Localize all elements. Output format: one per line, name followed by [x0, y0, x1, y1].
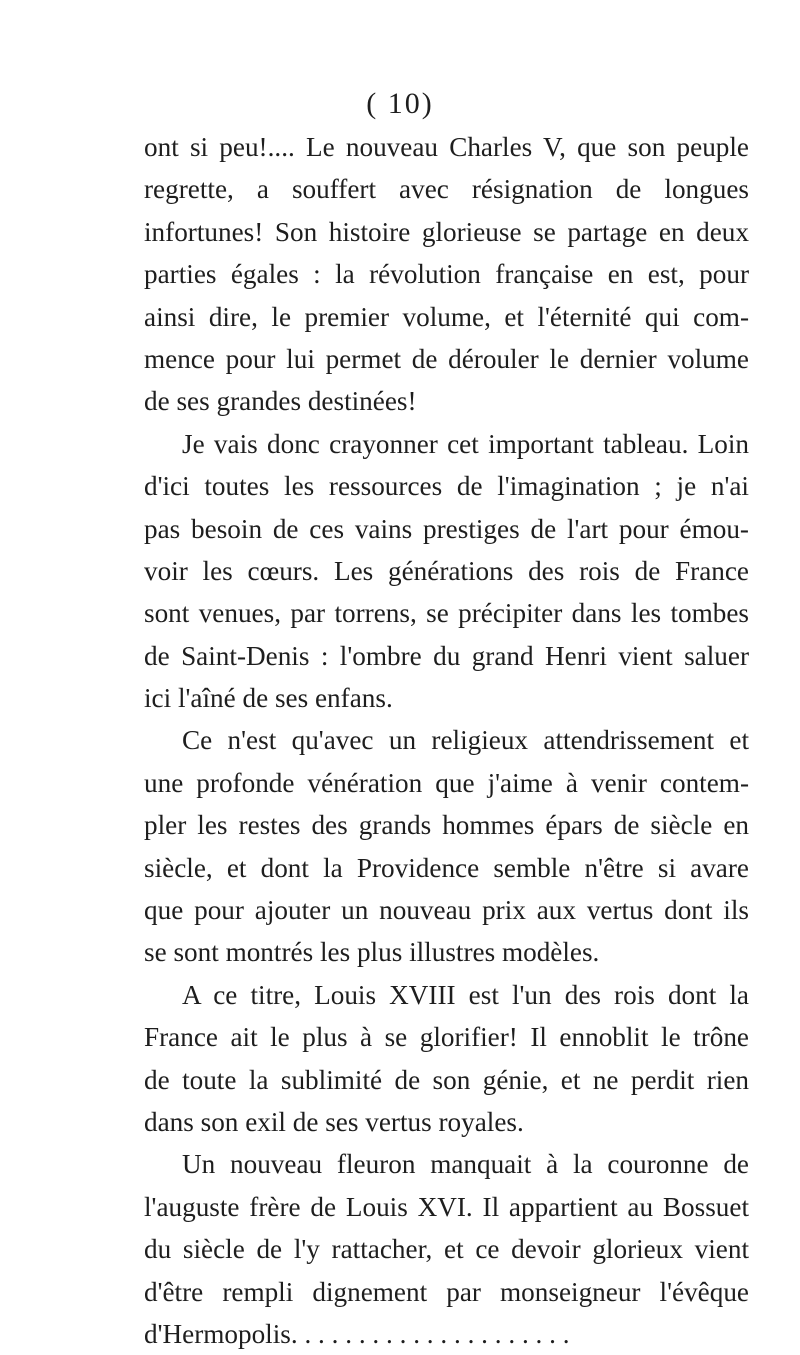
text-line: d'ici toutes les ressources de l'imagination ; je n'ai [144, 471, 749, 502]
text-line: de ses grandes destinées! [144, 386, 417, 417]
text-line: ont si peu!.... Le nouveau Charles V, que son peuple [144, 132, 749, 162]
text-line: regrette, a souffert avec résignation de longues [144, 174, 749, 205]
text-line: se sont montrés les plus illustres modèles. [144, 937, 600, 968]
text-line: Ce n'est qu'avec un religieux attendrissement et [182, 725, 749, 756]
text-line: ici l'aîné de ses enfans. [144, 683, 393, 714]
text-line: d'Hermopolis. . . . . . . . . . . . . . . . . . . . . [144, 1318, 570, 1349]
text-line: de toute la sublimité de son génie, et ne perdit rien [144, 1064, 749, 1095]
paragraph-4 [144, 974, 749, 1144]
text-line: mence pour lui permet de dérouler le dernier volume [144, 343, 749, 374]
text-line: l'auguste frère de Louis XVI. Il appartient au Bossuet [144, 1191, 749, 1222]
text-line: sont venues, par torrens, se précipiter dans les tombes [144, 598, 749, 629]
text-line: dans son exil de ses vertus royales. [144, 1106, 524, 1137]
text-line: pas besoin de ces vains prestiges de l'art pour émou- [144, 513, 749, 544]
text-line: parties égales : la révolution française en est, pour [144, 259, 749, 290]
text-line: pler les restes des grands hommes épars de siècle en [144, 810, 749, 841]
paragraph-5 [144, 1143, 749, 1355]
paragraph-3 [144, 719, 749, 973]
text-line: siècle, et dont la Providence semble n'être si avare [144, 852, 749, 883]
text-line: France ait le plus à se glorifier! Il ennoblit le trône [144, 1022, 749, 1053]
text-line: Je vais donc crayonner cet important tableau. Loin [182, 428, 749, 459]
body-text [144, 126, 749, 1355]
text-line: Un nouveau fleuron manquait à la couronne de [182, 1149, 749, 1180]
text-line: du siècle de l'y rattacher, et ce devoir glorieux vient [144, 1234, 749, 1265]
paragraph-2 [144, 423, 749, 720]
text-line: voir les cœurs. Les générations des rois de France [144, 555, 749, 586]
text-line: A ce titre, Louis XVIII est l'un des rois dont la [182, 979, 749, 1010]
text-line: une profonde vénération que j'aime à venir contem- [144, 767, 749, 798]
text-line: de Saint-Denis : l'ombre du grand Henri vient saluer [144, 640, 749, 671]
text-line: que pour ajouter un nouveau prix aux vertus dont ils [144, 895, 749, 926]
text-line: infortunes! Son histoire glorieuse se partage en deux [144, 216, 749, 247]
paragraph-1 [144, 126, 749, 423]
text-line: ainsi dire, le premier volume, et l'éternité qui com- [144, 301, 749, 332]
page-number: ( 10) [366, 87, 434, 120]
text-line: d'être rempli dignement par monseigneur l'évêque [144, 1276, 749, 1307]
